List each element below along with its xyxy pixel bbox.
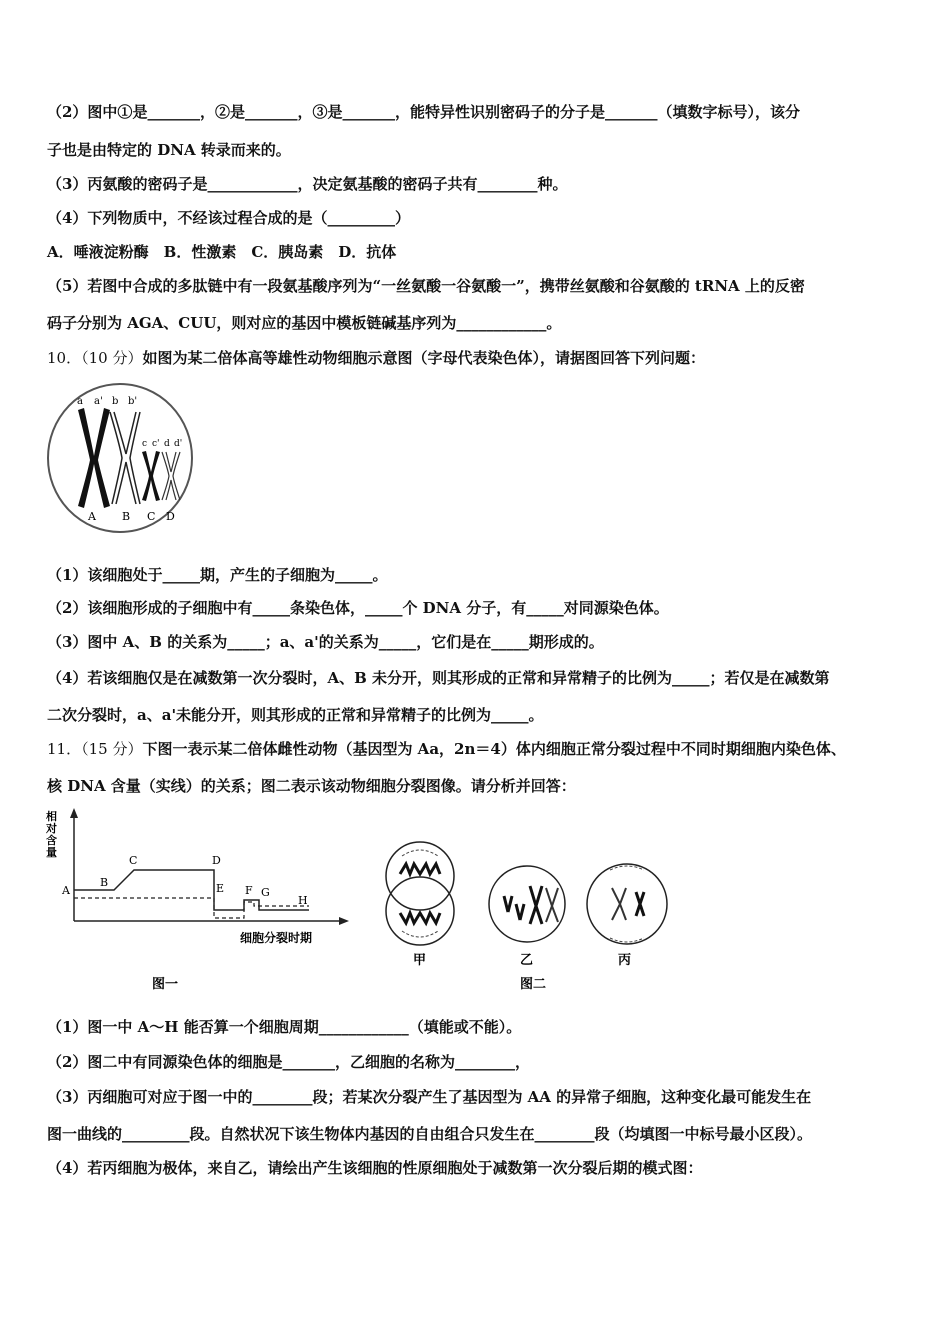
q11-part2: （2）图二中有同源染色体的细胞是_______，乙细胞的名称为________，: [47, 1053, 530, 1071]
fig1-ylabel-1: 相: [46, 810, 57, 823]
fig1-point-D: D: [212, 854, 221, 867]
q11-part4: （4）若丙细胞为极体，来自乙，请绘出产生该细胞的性原细胞处于减数第一次分裂后期的模式图：: [47, 1159, 703, 1177]
cell-jia: [386, 842, 454, 945]
label-a-prime: a': [94, 396, 103, 407]
cell-yi: [489, 866, 565, 942]
label-a: a: [77, 396, 83, 407]
label-c: c: [142, 439, 148, 449]
fig1-dna-line: [74, 870, 309, 910]
fig1-caption: 图一: [152, 977, 179, 992]
fig1-x-arrow: [339, 917, 349, 925]
chromosome-A: [78, 408, 110, 508]
q9-part2-line1: （2）图中①是_______，②是_______，③是_______，能特异性识别密码子的分子是_______（填数字标号），该分: [47, 103, 800, 121]
q9-part4-options: A．唾液淀粉酶 B．性激素 C．胰岛素 D．抗体: [47, 243, 397, 261]
q11-part3-line1: （3）丙细胞可对应于图一中的________段；若某次分裂产生了基因型为 AA 的异常子细胞，这种变化最可能发生在: [47, 1088, 812, 1106]
q10-number: 10．（10 分）: [47, 349, 143, 367]
q9-part5-line2: 码子分别为 AGA、CUU，则对应的基因中模板链碱基序列为____________。: [47, 314, 562, 332]
cell-jia-label: 甲: [413, 953, 427, 968]
q11-heading: [47, 739, 846, 759]
fig1-point-G: G: [261, 886, 270, 899]
fig1-ylabel-4: 量: [46, 846, 57, 859]
cell-yi-label: 乙: [520, 953, 534, 968]
label-b-prime: b': [128, 396, 138, 407]
q10-title: 如图为某二倍体高等雄性动物细胞示意图（字母代表染色体），请据图回答下列问题：: [142, 349, 705, 367]
q9-part3: （3）丙氨酸的密码子是____________，决定氨基酸的密码子共有________种。: [47, 175, 568, 193]
q11-part3-line2: 图一曲线的_________段。自然状况下该生物体内基因的自由组合只发生在________段（均填图一中标号最小区段）。: [47, 1125, 813, 1143]
q10-part2: （2）该细胞形成的子细胞中有_____条染色体，_____个 DNA 分子，有_____对同源染色体。: [47, 599, 669, 617]
label-d-prime: d': [174, 439, 183, 449]
q11-number: 11．（15 分）: [47, 740, 143, 758]
fig1-y-arrow: [70, 808, 78, 818]
cell-bing: [587, 864, 667, 944]
q10-part3: （3）图中 A、B 的关系为_____；a、a'的关系为_____，它们是在_____期形成的。: [47, 633, 604, 651]
fig1-point-A: A: [62, 884, 70, 897]
chromosome-D: [162, 452, 180, 500]
q9-part4: （4）下列物质中，不经该过程合成的是（_________）: [47, 209, 410, 227]
q11-figure1: [44, 806, 364, 996]
q11-title-line2: 核 DNA 含量（实线）的关系；图二表示该动物细胞分裂图像。请分析并回答：: [47, 777, 576, 795]
label-B: B: [122, 510, 131, 523]
label-D: D: [166, 510, 175, 523]
fig1-ylabel-3: 含: [46, 834, 57, 847]
label-C: C: [147, 510, 156, 523]
fig2-caption: 图二: [520, 977, 547, 992]
q10-heading: [47, 348, 705, 368]
q9-part5-line1: （5）若图中合成的多肽链中有一段氨基酸序列为“一丝氨酸一谷氨酸一”，携带丝氨酸和谷氨酸的 tRNA 上的反密: [47, 277, 805, 295]
label-c-prime: c': [152, 439, 160, 449]
q11-title: 下图一表示某二倍体雌性动物（基因型为 Aa，2n＝4）体内细胞正常分裂过程中不同时期细胞内染色体、: [142, 740, 846, 758]
label-A: A: [88, 510, 96, 523]
q10-cell-figure: [44, 380, 194, 535]
chromosome-B: [110, 412, 140, 504]
fig1-point-F: F: [245, 884, 253, 897]
q11-part1: （1）图一中 A～H 能否算一个细胞周期____________（填能或不能）。: [47, 1018, 522, 1036]
label-d: d: [164, 439, 170, 449]
fig1-xlabel: 细胞分裂时期: [240, 931, 313, 945]
q10-part4-line1: （4）若该细胞仅是在减数第一次分裂时，A、B 未分开，则其形成的正常和异常精子的比例为_____；若仅是在减数第: [47, 669, 830, 687]
q11-figure2: [380, 836, 680, 996]
cell-bing-label: 丙: [618, 953, 632, 968]
fig1-point-C: C: [129, 854, 138, 867]
fig1-point-H: H: [298, 894, 308, 907]
fig1-chromosome-line: [74, 898, 309, 918]
q10-part1: （1）该细胞处于_____期，产生的子细胞为_____。: [47, 566, 388, 584]
label-b: b: [112, 396, 119, 407]
q9-part2-line2: 子也是由特定的 DNA 转录而来的。: [47, 141, 291, 159]
fig1-point-B: B: [100, 876, 109, 889]
fig1-point-E: E: [216, 882, 225, 895]
q10-part4-line2: 二次分裂时，a、a'未能分开，则其形成的正常和异常精子的比例为_____。: [47, 706, 544, 724]
chromosome-C: [142, 451, 160, 501]
fig1-ylabel-2: 对: [46, 822, 57, 835]
